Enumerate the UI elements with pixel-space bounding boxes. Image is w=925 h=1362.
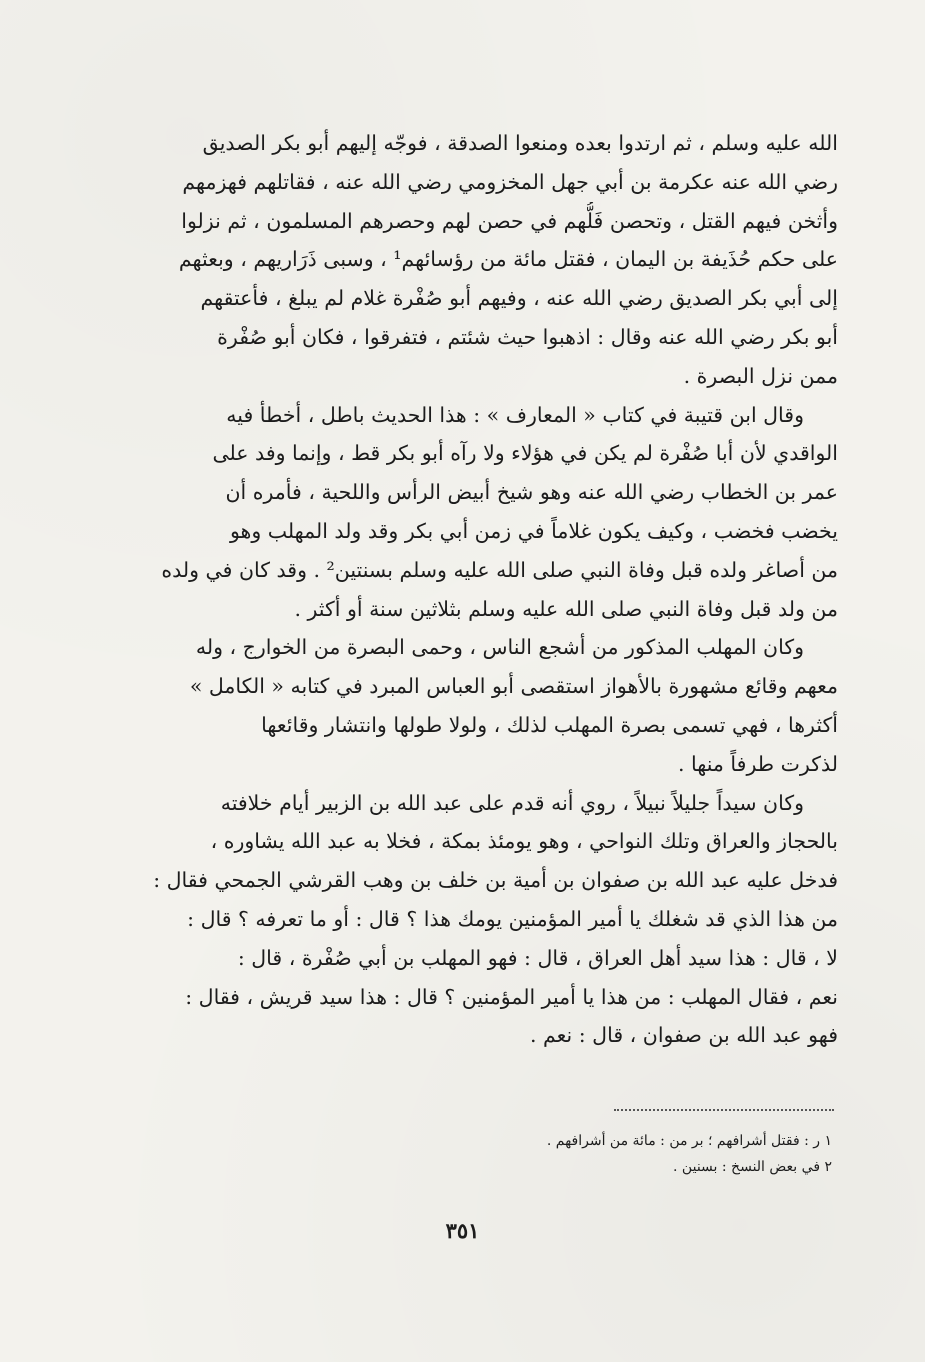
text-line: من هذا الذي قد شغلك يا أمير المؤمنين يومك هذا ؟ قال : أو ما تعرفه ؟ قال : — [187, 906, 838, 931]
footnote: ١ ر : فقتل أشرافهم ؛ بر من : مائة من أشرافهم . — [546, 1133, 832, 1149]
text-line: ممن نزل البصرة . — [683, 363, 838, 388]
text-line: أبو بكر رضي الله عنه وقال : اذهبوا حيث شئتم ، فتفرقوا ، فكان أبو صُفْرة — [217, 324, 838, 349]
paragraph-start-line: وقال ابن قتيبة في كتاب « المعارف » : هذا الحديث باطل ، أخطأ فيه — [226, 402, 804, 427]
main-text-block — [132, 124, 838, 1055]
page-number: ٣٥١ — [445, 1218, 480, 1243]
text-line: لذكرت طرفاً منها . — [678, 751, 838, 776]
footnotes — [380, 1128, 832, 1180]
text-line: يخضب فخضب ، وكيف يكون غلاماً في زمن أبي بكر وقد ولد المهلب وهو — [229, 518, 838, 543]
text-line: الواقدي لأن أبا صُفْرة لم يكن في هؤلاء ولا رآه أبو بكر قط ، وإنما وفد على — [212, 441, 838, 466]
text-line: من أصاغر ولده قبل وفاة النبي صلى الله عليه وسلم بسنتين² . وقد كان في ولده — [161, 557, 838, 582]
text-line: على حكم حُذَيفة بن اليمان ، فقتل مائة من رؤسائهم¹ ، وسبى ذَرَاريهم ، وبعثهم — [178, 247, 838, 272]
text-line: رضي الله عنه عكرمة بن أبي جهل المخزومي رضي الله عنه ، فقاتلهم فهزمهم — [182, 169, 838, 194]
text-line: إلى أبي بكر الصديق رضي الله عنه ، وفيهم أبو صُفْرة غلام لم يبلغ ، فأعتقهم — [200, 286, 838, 311]
text-line: الله عليه وسلم ، ثم ارتدوا بعده ومنعوا الصدقة ، فوجّه إليهم أبو بكر الصديق — [202, 131, 838, 155]
text-line: معهم وقائع مشهورة بالأهواز استقصى أبو العباس المبرد في كتابه « الكامل » — [189, 674, 838, 699]
text-line: نعم ، فقال المهلب : من هذا يا أمير المؤمنين ؟ قال : هذا سيد قريش ، فقال : — [185, 984, 838, 1009]
paragraph-start-line: وكان المهلب المذكور من أشجع الناس ، وحمى البصرة من الخوارج ، وله — [195, 635, 804, 660]
text-line: بالحجاز والعراق وتلك النواحي ، وهو يومئذ بمكة ، فخلا به عبد الله يشاوره ، — [210, 829, 838, 854]
text-line: لا ، قال : هذا سيد أهل العراق ، قال : فهو المهلب بن أبي صُفْرة ، قال : — [237, 945, 838, 970]
footnote: ٢ في بعض النسخ : بسنين . — [673, 1159, 832, 1175]
paragraph-start-line: وكان سيداً جليلاً نبيلاً ، روي أنه قدم على عبد الله بن الزبير أيام خلافته — [220, 790, 804, 815]
text-line: وأثخن فيهم القتل ، وتحصن فَلُّهم في حصن لهم وحصرهم المسلمون ، ثم نزلوا — [181, 208, 838, 233]
text-line: أكثرها ، فهي تسمى بصرة المهلب لذلك ، ولولا طولها وانتشار وقائعها — [261, 712, 838, 737]
text-line: عمر بن الخطاب رضي الله عنه وهو شيخ أبيض الرأس واللحية ، فأمره أن — [225, 480, 838, 505]
footnote-separator — [614, 1109, 834, 1111]
text-line: من ولد قبل وفاة النبي صلى الله عليه وسلم بثلاثين سنة أو أكثر . — [294, 596, 838, 621]
text-line: فدخل عليه عبد الله بن صفوان بن أمية بن خلف بن وهب القرشي الجمحي فقال : — [153, 868, 838, 893]
text-line: فهو عبد الله بن صفوان ، قال : نعم . — [529, 1023, 838, 1048]
